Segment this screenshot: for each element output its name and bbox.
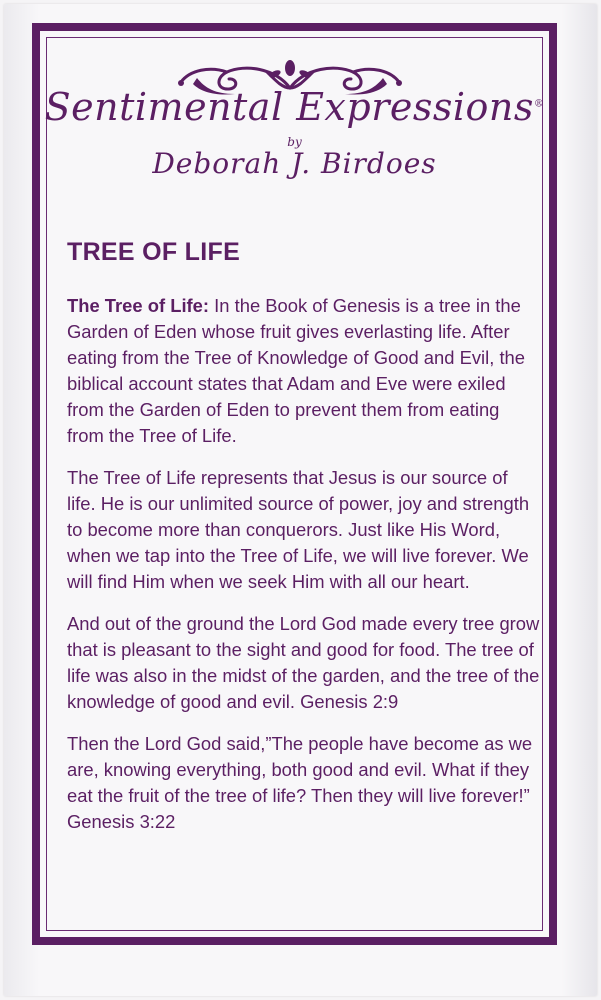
paragraph-2: The Tree of Life represents that Jesus is our source of life. He is our unlimited source of power, joy and strength to become more than conquerors. Just like His Word, when we tap into the Tree of Life, we will live forever. We will find Him when we seek Him with all our heart. [67, 467, 530, 592]
paragraph-1 [67, 293, 541, 449]
brand-name-text: Sentimental Expressions [44, 85, 534, 129]
paragraph-4: Then the Lord God said,”The people have become as we are, knowing everything, both good and evil. What if they eat the fruit of the tree of life? Then they will live forever!” Genesis 3:22 [67, 733, 533, 832]
brand-by: by [287, 135, 302, 149]
brand-author: Deborah J. Birdoes [152, 147, 437, 180]
page-title: TREE OF LIFE [67, 238, 241, 266]
paragraph-1-text: In the Book of Genesis is a tree in the Garden of Eden whose fruit gives everlasting life. After eating from the Tree of Knowledge of Good and Evil, the biblical account states that Adam and Eve were exiled from the Garden of Eden to prevent them from eating from the Tree of Life. [67, 295, 526, 446]
registered-mark: ® [533, 98, 545, 110]
purple-border-frame [32, 23, 557, 945]
brand-name [40, 85, 549, 129]
paragraph-3: And out of the ground the Lord God made every tree grow that is pleasant to the sight and good for food. The tree of life was also in the midst of the garden, and the tree of the knowledge of good and evil. Genesis 2:9 [67, 613, 540, 712]
paragraph-1-lead: The Tree of Life: [67, 295, 210, 316]
body-text [67, 293, 541, 851]
